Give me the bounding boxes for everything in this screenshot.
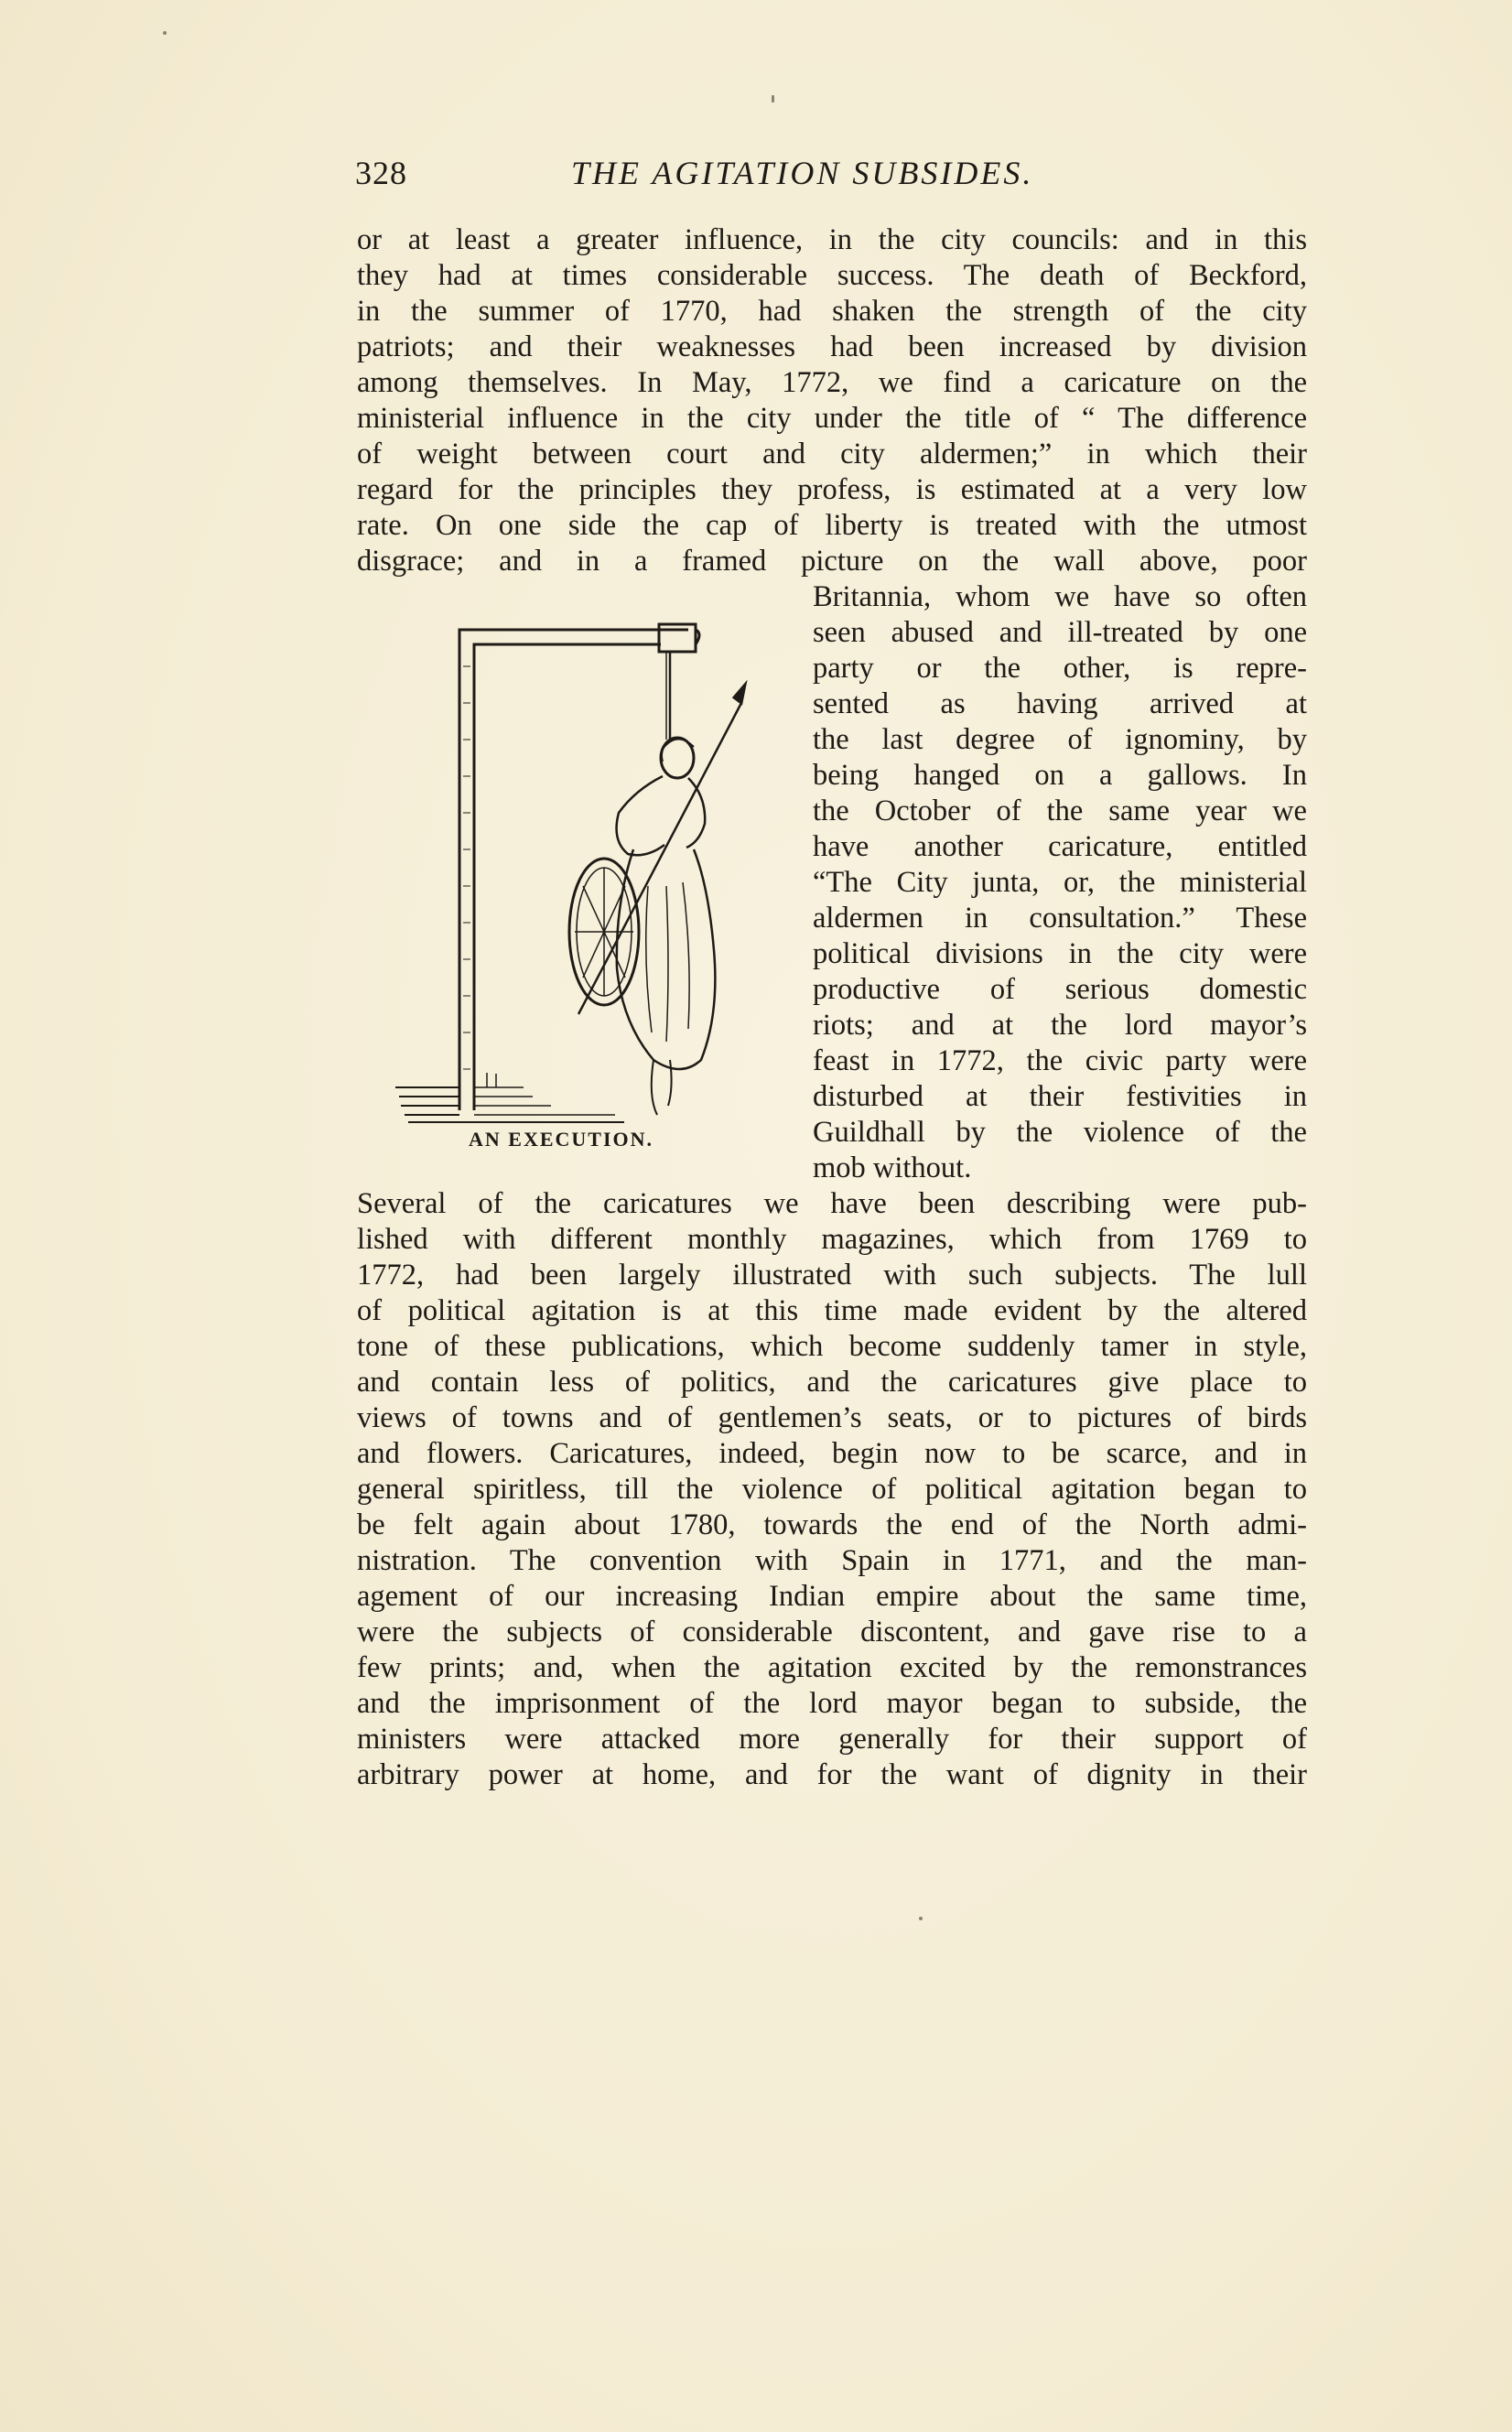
text-line: agement of our increasing Indian empire about the same time, xyxy=(357,1580,1307,1613)
text-line: lished with different monthly magazines, which from 1769 to xyxy=(357,1223,1307,1256)
text-line: ministerial influence in the city under the title of “ The difference xyxy=(357,402,1307,435)
page-number: 328 xyxy=(355,155,407,191)
text-line: and flowers. Caricatures, indeed, begin now to be scarce, and in xyxy=(357,1437,1307,1470)
text-line: nistration. The convention with Spain in 1771, and the man- xyxy=(357,1544,1307,1577)
text-line: aldermen in consultation.” These xyxy=(813,902,1307,935)
text-line: Several of the caricatures we have been describing were pub- xyxy=(357,1187,1307,1220)
text-line: party or the other, is repre- xyxy=(813,652,1307,685)
gallows-engraving xyxy=(395,611,767,1124)
text-line: Guildhall by the violence of the xyxy=(813,1116,1307,1149)
text-line: arbitrary power at home, and for the want of dignity in their xyxy=(357,1758,1307,1791)
text-line: disturbed at their festivities in xyxy=(813,1080,1307,1113)
text-line: be felt again about 1780, towards the end of the North admi- xyxy=(357,1508,1307,1541)
text-line: seen abused and ill-treated by one xyxy=(813,616,1307,649)
text-line: tone of these publications, which become suddenly tamer in style, xyxy=(357,1330,1307,1363)
text-line: ministers were attacked more generally for their support of xyxy=(357,1723,1307,1756)
text-line: the October of the same year we xyxy=(813,794,1307,827)
text-line: or at least a greater influence, in the city councils: and in this xyxy=(357,223,1307,256)
text-line: rate. On one side the cap of liberty is treated with the utmost xyxy=(357,509,1307,542)
figure-caption: AN EXECUTION. xyxy=(469,1128,654,1151)
text-line: feast in 1772, the civic party were xyxy=(813,1044,1307,1077)
text-line: 1772, had been largely illustrated with such subjects. The lull xyxy=(357,1259,1307,1292)
text-line: being hanged on a gallows. In xyxy=(813,759,1307,792)
text-line: few prints; and, when the agitation excited by the remonstrances xyxy=(357,1651,1307,1684)
page-header xyxy=(355,154,1307,200)
text-line: productive of serious domestic xyxy=(813,973,1307,1006)
paper-speck xyxy=(919,1917,923,1920)
text-line: regard for the principles they profess, is estimated at a very low xyxy=(357,473,1307,506)
text-line: were the subjects of considerable discontent, and gave rise to a xyxy=(357,1616,1307,1648)
text-line: have another caricature, entitled xyxy=(813,830,1307,863)
running-title: THE AGITATION SUBSIDES. xyxy=(571,155,1034,191)
text-line: riots; and at the lord mayor’s xyxy=(813,1009,1307,1042)
text-line: “The City junta, or, the ministerial xyxy=(813,866,1307,899)
text-line: patriots; and their weaknesses had been increased by division xyxy=(357,330,1307,363)
text-line: among themselves. In May, 1772, we find a caricature on the xyxy=(357,366,1307,399)
text-line: in the summer of 1770, had shaken the strength of the city xyxy=(357,295,1307,328)
text-line: Britannia, whom we have so often xyxy=(813,580,1307,613)
text-line: general spiritless, till the violence of political agitation began to xyxy=(357,1473,1307,1506)
text-line: of political agitation is at this time made evident by the altered xyxy=(357,1294,1307,1327)
paper-speck xyxy=(163,31,167,35)
text-line: views of towns and of gentlemen’s seats, or to pictures of birds xyxy=(357,1401,1307,1434)
text-line: disgrace; and in a framed picture on the wall above, poor xyxy=(357,545,1307,578)
text-line: sented as having arrived at xyxy=(813,687,1307,720)
paper-speck xyxy=(772,95,774,103)
text-line: the last degree of ignominy, by xyxy=(813,723,1307,756)
execution-illustration xyxy=(395,611,767,1124)
text-line: political divisions in the city were xyxy=(813,937,1307,970)
text-line: they had at times considerable success. The death of Beckford, xyxy=(357,259,1307,292)
text-line: and the imprisonment of the lord mayor began to subside, the xyxy=(357,1687,1307,1720)
text-line: and contain less of politics, and the caricatures give place to xyxy=(357,1366,1307,1399)
text-line: of weight between court and city aldermen;” in which their xyxy=(357,438,1307,470)
text-line: mob without. xyxy=(813,1151,972,1184)
